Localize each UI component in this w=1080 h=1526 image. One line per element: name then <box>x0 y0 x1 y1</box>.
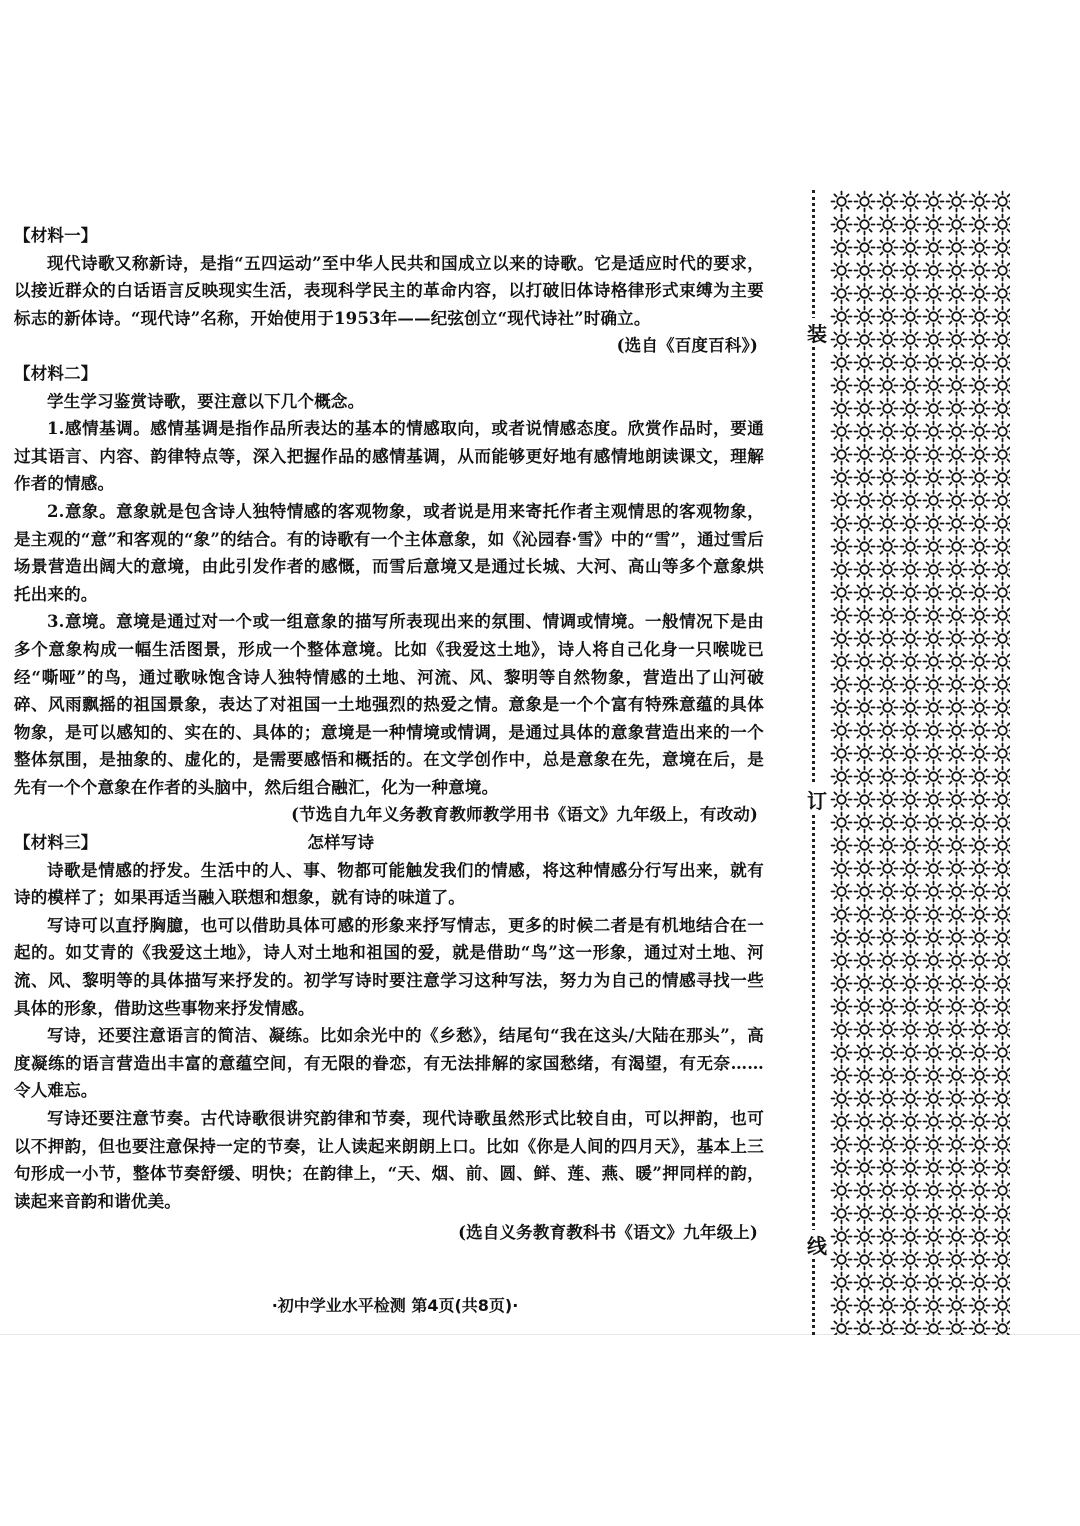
sun-pattern-border <box>830 190 1010 1335</box>
material-1-header: 【材料一】 <box>14 226 98 245</box>
material-1-paragraph: 现代诗歌又称新诗，是指“五四运动”至中华人民共和国成立以来的诗歌。它是适应时代的要求，以接近群众的白话语言反映现实生活，表现科学民主的革命内容，以打破旧体诗格律形式束缚为主要标志的新体诗。“现代诗”名称，开始使用于1953年——纪弦创立“现代诗社”时确立。 <box>14 253 764 328</box>
material-2-paragraph-2: 2.意象。意象就是包含诗人独特情感的客观物象，或者说是用来寄托作者主观情思的客观物象，是主观的“意”和客观的“象”的结合。有的诗歌有一个主体意象，如《沁园春·雪》中的“雪”，通过雪后场景营造出阔大的意境，由此引发作者的感慨，而雪后意境又是通过长城、大河、高山等多个意象烘托出来的。 <box>14 501 764 604</box>
material-2-header: 【材料二】 <box>14 363 98 383</box>
material-3-title: 怎样写诗 <box>307 833 375 853</box>
material-3-paragraph-4: 写诗还要注意节奏。古代诗歌很讲究韵律和节奏，现代诗歌虽然形式比较自由，可以押韵，也可以不押韵，但也要注意保持一定的节奏，让人读起来朗朗上口。比如《你是人间的四月天》，基本上三句形成一小节，整体节奏舒缓、明快；在韵律上，“天、烟、前、圆、鲜、莲、燕、暖”押同样的韵，读起来音韵和谐优美。 <box>14 1109 764 1211</box>
material-3-paragraph-2: 写诗可以直抒胸臆，也可以借助具体可感的形象来抒写情志，更多的时候二者是有机地结合在一起的。如艾青的《我爱这土地》，诗人对土地和祖国的爱，就是借助“鸟”这一形象，通过对土地、河流、风、黎明等的具体描写来抒发的。初学写诗时要注意学习这种写法，努力为自己的情感寻找一些具体的形象，借助这些事物来抒发情感。 <box>14 915 764 1018</box>
material-3-paragraph-3: 写诗，还要注意语言的简洁、凝练。比如余光中的《乡愁》，结尾句“我在这头/大陆在那头”，高度凝练的语言营造出丰富的意蕴空间，有无限的眷恋，有无法排解的家国愁绪，有渴望，有无奈……令人难忘。 <box>14 1026 764 1101</box>
material-2-intro: 学生学习鉴赏诗歌，要注意以下几个概念。 <box>47 391 365 411</box>
material-3-paragraph-1: 诗歌是情感的抒发。生活中的人、事、物都可能触发我们的情感，将这种情感分行写出来，就有诗的模样了；如果再适当融入联想和想象，就有诗的味道了。 <box>14 860 764 908</box>
material-2-source: (节选自九年义务教育教师教学用书《语文》九年级上，有改动) <box>291 805 758 825</box>
binding-char-zhuang: 装 <box>806 318 828 347</box>
material-2-paragraph-3: 3.意境。意境是通过对一个或一组意象的描写所表现出来的氛围、情调或情境。一般情况下是由多个意象构成一幅生活图景，形成一个整体意境。比如《我爱这土地》，诗人将自己化身一只喉咙已经“嘶哑”的鸟，通过歌咏饱含诗人独特情感的土地、河流、风、黎明等自然物象，营造出了山河破碎、风雨飘摇的祖国景象，表达了对祖国一土地强烈的热爱之情。意象是一个个富有特殊意蕴的具体物象，是可以感知的、实在的、具体的；意境是一种情境或情调，是通过具体的意象营造出来的一个整体氛围，是抽象的、虚化的，是需要感悟和概括的。在文学创作中，总是意象在先，意境在后，是先有一个个意象在作者的头脑中，然后组合融汇，化为一种意境。 <box>14 612 764 797</box>
material-3-header-row <box>14 829 764 857</box>
material-2-paragraph-1: 1.感情基调。感情基调是指作品所表达的基本的情感取向，或者说情感态度。欣赏作品时，要通过其语言、内容、韵律特点等，深入把握作品的感情基调，从而能够更好地有感情地朗读课文，理解作者的情感。 <box>14 419 764 494</box>
material-3-header: 【材料三】 <box>14 833 98 853</box>
material-3-source: (选自义务教育教科书《语文》九年级上) <box>458 1223 758 1243</box>
binding-char-ding: 订 <box>806 785 828 814</box>
material-1-source: (选自《百度百科》) <box>616 336 758 356</box>
exam-page-content <box>14 222 764 1247</box>
binding-dotted-line <box>812 190 815 1335</box>
page-footer: ·初中学业水平检测 第4页(共8页)· <box>271 1296 519 1315</box>
binding-char-xian: 线 <box>806 1230 828 1259</box>
